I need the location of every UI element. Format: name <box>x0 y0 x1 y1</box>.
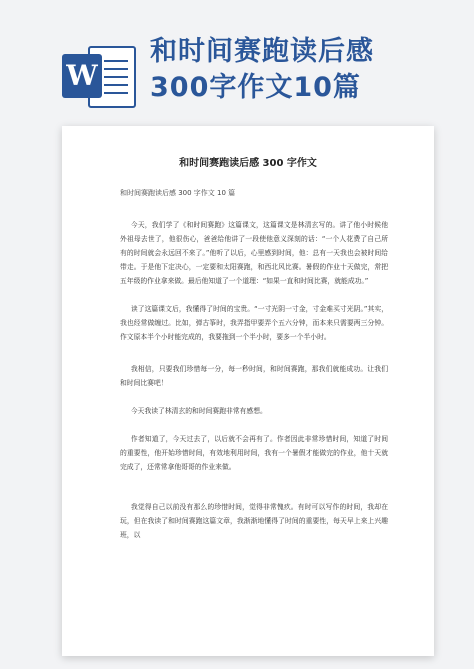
word-document-icon <box>62 42 134 110</box>
banner-title <box>150 34 470 106</box>
document-title: 和时间赛跑读后感 300 字作文 <box>179 158 317 169</box>
page-line <box>104 76 128 78</box>
document-page <box>62 126 434 656</box>
page-line <box>104 84 128 86</box>
page-line <box>104 92 128 94</box>
banner-title-line2: 300字作文10篇 <box>150 72 361 103</box>
header-banner <box>0 0 474 118</box>
banner-title-line1: 和时间赛跑读后感 <box>150 36 374 67</box>
body-paragraph: 我相信，只要我们珍惜每一分，每一秒时间，和时间赛跑，那我们就能成功。让我们和时间比赛吧！ <box>120 365 388 387</box>
word-logo-letter: W <box>62 54 102 98</box>
page-line <box>104 68 128 70</box>
body-paragraph: 读了这篇课文后，我懂得了时间的宝贵。“一寸光阴一寸金，寸金难买寸光阴。”其实，我也经常做缠过。比如，弹古筝时，我弄指甲要弄个五六分钟，而本来只需要两三分钟。作文原本半个小时能完成的，我要拖到一个半小时，要多一个半小时。 <box>120 305 388 341</box>
body-paragraph: 今天，我们学了《和时间赛跑》这篇课文，这篇课文是林清玄写的。讲了他小时候他外祖母去世了，他很伤心，爸爸给他讲了一段使他意义深刻的话：“一个人花费了自己所有的时间就会永远回不来了。”他听了以后，心里感到时间，他：总有一天我也会被时间给带走。于是他下定决心，一定要和太阳赛跑，和西北风比赛。暑假的作业十天做完，常把五年级的作业拿来做。最后他知道了一个道理：“如果一直和时间比赛，就能成功。” <box>120 221 388 285</box>
document-subtitle: 和时间赛跑读后感 300 字作文 10 篇 <box>120 189 236 197</box>
body-paragraph: 我觉得自己以前没有那么的珍惜时间，觉得非常愧疚。有时可以写作的时间，我却在玩，但在我读了和时间赛跑这篇文章，我渐渐地懂得了时间的重要性，每天早上来上兴趣班，以 <box>120 503 388 539</box>
body-paragraph: 作者知道了，今天过去了，以后就不会再有了。作者因此非常珍惜时间，知道了时间的重要性，他开始珍惜时间，有效地利用时间，我有一个暑假才能做完的作业，他十天就完成了，还常常拿他哥哥的作业来做。 <box>120 435 388 471</box>
page-line <box>104 60 128 62</box>
body-paragraph: 今天我读了林清玄的和时间赛跑非常有感想。 <box>130 407 267 415</box>
